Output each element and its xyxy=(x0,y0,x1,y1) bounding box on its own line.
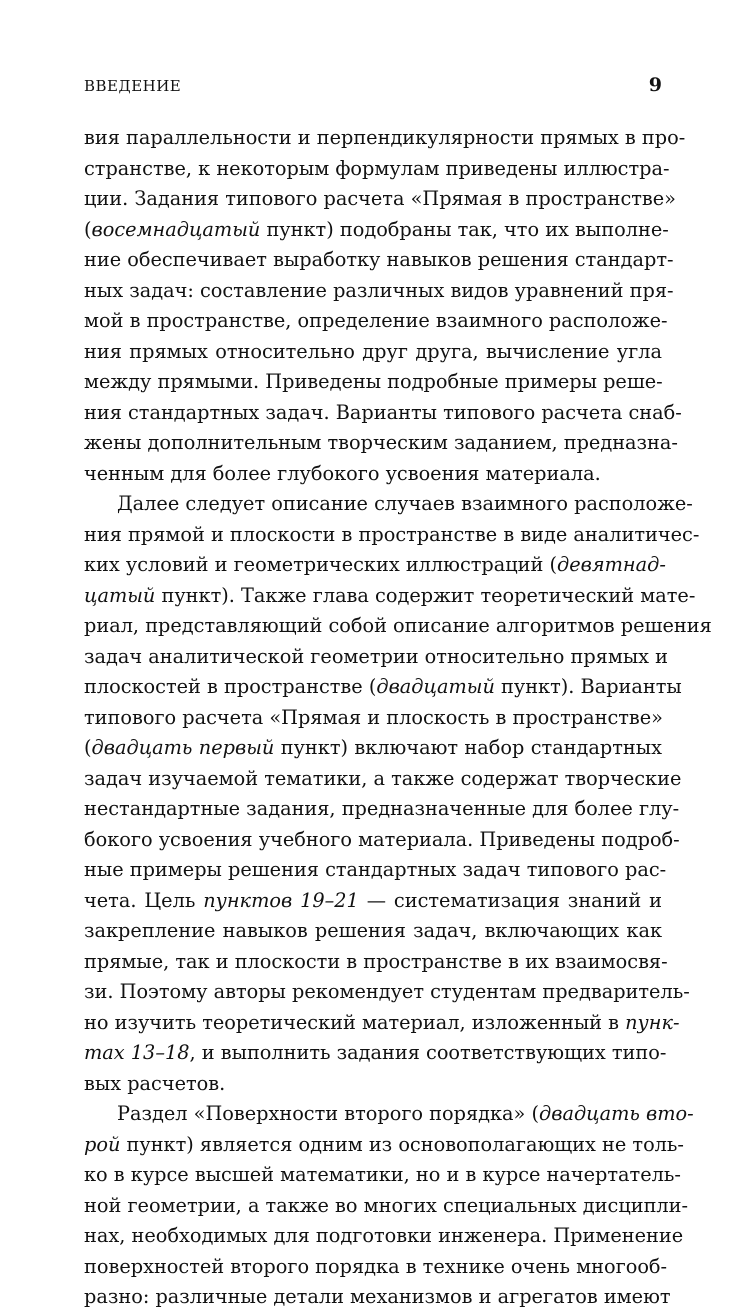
text-segment: пункт) включают набор стандартных xyxy=(274,736,662,759)
text-line xyxy=(84,825,680,856)
italic-text: девятнад- xyxy=(557,553,666,576)
text-segment: задач изучаемой тематики, а также содержат творческие xyxy=(84,766,682,790)
text-line xyxy=(84,306,668,337)
text-line xyxy=(84,1160,681,1191)
body-text xyxy=(84,123,712,1313)
text-line xyxy=(84,520,700,551)
text-segment: нах, необходимых для подготовки инженера. Применение xyxy=(84,1224,684,1247)
text-line xyxy=(84,642,669,673)
text-segment: плоскостей в пространстве ( xyxy=(84,675,377,698)
text-segment: разно: различные детали механизмов и агрегатов имеют xyxy=(84,1285,671,1308)
text-line xyxy=(84,855,667,886)
text-segment: типового расчета «Прямая и плоскость в пространстве» xyxy=(84,705,663,729)
text-line xyxy=(84,764,682,795)
text-line xyxy=(84,276,674,307)
text-line xyxy=(84,581,696,612)
text-line xyxy=(84,672,682,703)
text-segment: жены дополнительным творческим заданием, предназна- xyxy=(84,431,678,454)
text-segment: между прямыми. Приведены подробные примеры реше- xyxy=(84,370,663,393)
text-segment: ные примеры решения стандартных задач типового рас- xyxy=(84,858,667,881)
text-segment: пункт). Также глава содержит теоретический мате- xyxy=(155,583,696,607)
text-line xyxy=(84,977,690,1008)
text-segment: ной геометрии, а также во многих специальных дисципли- xyxy=(84,1193,689,1217)
text-segment: пункт) является одним из основополагающих не толь- xyxy=(120,1132,684,1156)
text-line xyxy=(84,154,670,185)
text-line xyxy=(84,245,674,276)
text-line xyxy=(84,733,662,764)
text-line xyxy=(84,886,662,917)
text-segment: ченным для более глубокого усвоения материала. xyxy=(84,461,601,485)
italic-text: рой xyxy=(84,1132,121,1156)
text-segment: мой в пространстве, определение взаимного расположе- xyxy=(84,309,668,332)
text-segment: нестандартные задания, предназначенные для более глу- xyxy=(84,797,680,820)
text-line xyxy=(84,215,669,246)
text-line xyxy=(84,367,662,398)
text-line xyxy=(84,947,668,978)
text-segment: вых расчетов. xyxy=(84,1071,226,1095)
text-segment: зи. Поэтому авторы рекомендует студентам предваритель- xyxy=(84,980,690,1003)
text-segment: ния стандартных задач. Варианты типового расчета снаб- xyxy=(84,400,682,424)
text-segment: ния прямых относительно друг друга, вычисление угла xyxy=(84,339,662,363)
running-title: ВВЕДЕНИЕ xyxy=(84,77,182,95)
italic-text: пунктов 19–21 xyxy=(203,888,359,912)
text-segment: прямые, так и плоскости в пространстве в их взаимосвя- xyxy=(84,949,668,973)
text-segment: но изучить теоретический материал, изложенный в xyxy=(84,1010,626,1034)
text-line xyxy=(84,1008,680,1039)
text-segment: пункт) подобраны так, что их выполне- xyxy=(260,217,669,241)
text-segment: ных задач: составление различных видов уравнений пря- xyxy=(84,278,674,302)
text-line xyxy=(84,428,678,459)
italic-text: двадцать вто- xyxy=(539,1102,694,1125)
page-number: 9 xyxy=(648,74,662,96)
text-segment: чета. Цель xyxy=(84,888,204,912)
text-segment: Далее следует описание случаев взаимного расположе- xyxy=(117,492,693,515)
text-segment: — систематизация знаний и xyxy=(358,888,662,912)
italic-text: двадцатый xyxy=(376,675,495,698)
text-segment: , и выполнить задания соответствующих типо- xyxy=(189,1041,667,1064)
italic-text: цатый xyxy=(84,583,156,607)
text-segment: странстве, к некоторым формулам приведены иллюстра- xyxy=(84,156,670,180)
text-line xyxy=(84,123,686,154)
page-header xyxy=(84,74,662,96)
text-line xyxy=(84,703,662,734)
text-segment: бокого усвоения учебного материала. Приведены подроб- xyxy=(84,827,680,851)
text-segment: ких условий и геометрических иллюстраций ( xyxy=(84,553,558,576)
text-line xyxy=(84,1191,689,1222)
text-line xyxy=(84,1282,671,1313)
text-line xyxy=(84,337,662,368)
text-segment: ко в курсе высшей математики, но и в курсе начертатель- xyxy=(84,1163,681,1186)
italic-text: тах 13–18 xyxy=(84,1041,190,1064)
text-line xyxy=(84,489,693,520)
text-segment: ( xyxy=(84,217,92,241)
text-line xyxy=(84,1069,662,1100)
text-segment: Раздел «Поверхности второго порядка» ( xyxy=(117,1102,540,1125)
text-segment: ции. Задания типового расчета «Прямая в пространстве» xyxy=(84,187,676,210)
italic-text: двадцать первый xyxy=(91,736,275,759)
text-segment: пункт). Варианты xyxy=(494,675,682,698)
italic-text: пунк- xyxy=(625,1010,680,1034)
text-segment: задач аналитической геометрии относительно прямых и xyxy=(84,644,669,668)
text-line xyxy=(84,550,666,581)
text-line xyxy=(84,1252,668,1283)
text-segment: ( xyxy=(84,736,92,759)
text-line xyxy=(84,611,712,642)
italic-text: восемнадцатый xyxy=(91,217,261,241)
text-line xyxy=(84,1099,694,1130)
text-line xyxy=(84,459,662,490)
text-line xyxy=(84,1038,667,1069)
text-segment: поверхностей второго порядка в технике очень многооб- xyxy=(84,1254,668,1278)
text-line xyxy=(84,184,676,215)
text-segment: вия параллельности и перпендикулярности прямых в про- xyxy=(84,126,686,149)
text-segment: закрепление навыков решения задач, включающих как xyxy=(84,919,662,942)
text-line xyxy=(84,398,682,429)
text-segment: риал, представляющий собой описание алгоритмов решения xyxy=(84,614,712,637)
text-line xyxy=(84,1130,684,1161)
text-line xyxy=(84,794,680,825)
text-segment: ния прямой и плоскости в пространстве в виде аналитичес- xyxy=(84,522,700,546)
text-line xyxy=(84,916,662,947)
text-segment: ние обеспечивает выработку навыков решения стандарт- xyxy=(84,248,674,271)
text-line xyxy=(84,1221,684,1252)
